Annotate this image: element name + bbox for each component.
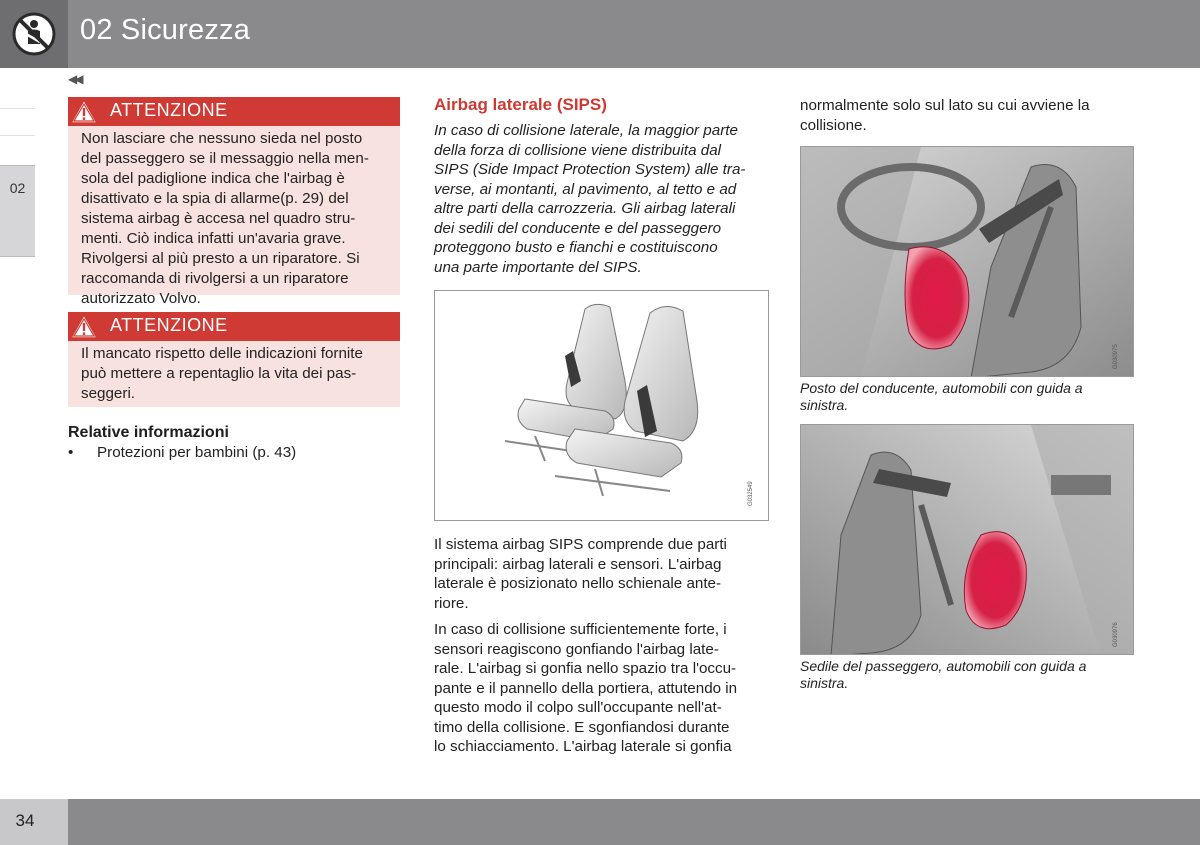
figure-code: G030976 (1113, 622, 1119, 647)
figure-code: G030975 (1113, 344, 1119, 369)
seats-drawing (435, 291, 769, 521)
side-divider (0, 135, 35, 136)
seatbelt-warning-icon (0, 0, 68, 68)
page-number-box (0, 799, 68, 845)
driver-seat-image (800, 146, 1134, 377)
chapter-tab[interactable] (0, 165, 35, 257)
page-number: 34 (15, 811, 35, 830)
paragraph: In caso di collisione sufficientemente forte, i sensori reagiscono gonfiando l'airbag late- rale. L'airbag si gonfia nello spazio tra l'occu- pante e il pannello della portiera, attutendo in questo modo il colpo sull'occupante nell'at- timo della collisione. E sgonfiandosi durante lo schiacciamento. L'airbag laterale si gonfia (434, 621, 738, 755)
chapter-tab-label: 02 (9, 180, 26, 196)
figure-caption: Posto del conducente, automobili con guida a sinistra. (800, 380, 1083, 413)
section-title: Airbag laterale (SIPS) (434, 95, 607, 114)
warning-text: Il mancato rispetto delle indicazioni fornite può mettere a repentaglio la vita dei pas- seggeri. (81, 345, 363, 402)
chapter-title: 02 Sicurezza (80, 14, 251, 46)
related-link-text[interactable]: Protezioni per bambini (p. 43) (97, 444, 297, 461)
back-arrows-icon[interactable]: ◀◀ (68, 72, 81, 86)
warning-triangle-icon (70, 313, 98, 340)
figure-caption: Sedile del passeggero, automobili con guida a sinistra. (800, 658, 1087, 691)
warning-header (68, 312, 400, 341)
related-link[interactable] (68, 444, 296, 461)
paragraph: normalmente solo sul lato su cui avviene la collisione. (800, 97, 1090, 134)
warning-box (68, 97, 400, 307)
bullet: • (68, 444, 74, 461)
seats-illustration (434, 290, 769, 521)
chapter-icon-box (0, 0, 68, 68)
related-info-title: Relative informazioni (68, 424, 229, 441)
passenger-airbag-drawing (801, 425, 1134, 655)
warning-title: ATTENZIONE (110, 100, 228, 120)
page-header (0, 0, 1200, 68)
paragraph: Il sistema airbag SIPS comprende due parti principali: airbag laterali e sensori. L'airbag laterale è posizionato nello schienale ante- riore. (434, 536, 727, 612)
passenger-seat-image (800, 424, 1134, 655)
warning-box (68, 312, 400, 407)
driver-airbag-drawing (801, 147, 1134, 377)
warning-triangle-icon (70, 98, 98, 125)
warning-text: Non lasciare che nessuno sieda nel posto del passeggero se il messaggio nella men- sola del padiglione indica che l'airbag è disattivato e la spia di allarme(p. 29) del sistema airbag è accesa nel quadro stru- menti. Ciò indica infatti un'avaria grave. Rivolgersi al più presto a un riparatore. Si raccomanda di rivolgersi a un riparatore autorizzato Volvo. (81, 130, 369, 307)
figure-code: G032549 (748, 481, 754, 506)
intro-paragraph: In caso di collisione laterale, la maggior parte della forza di collisione viene distribuita dal SIPS (Side Impact Protection System) alle tra- verse, ai montanti, al pavimento, al tetto e ad altre parti della carrozzeria. Gli airbag laterali dei sedili del conducente e del passeggero proteggono busto e fianchi e costituiscono una parte importante del SIPS. (434, 122, 746, 276)
side-divider (0, 108, 35, 109)
page-footer (0, 799, 1200, 845)
warning-header (68, 97, 400, 126)
warning-title: ATTENZIONE (110, 315, 228, 335)
